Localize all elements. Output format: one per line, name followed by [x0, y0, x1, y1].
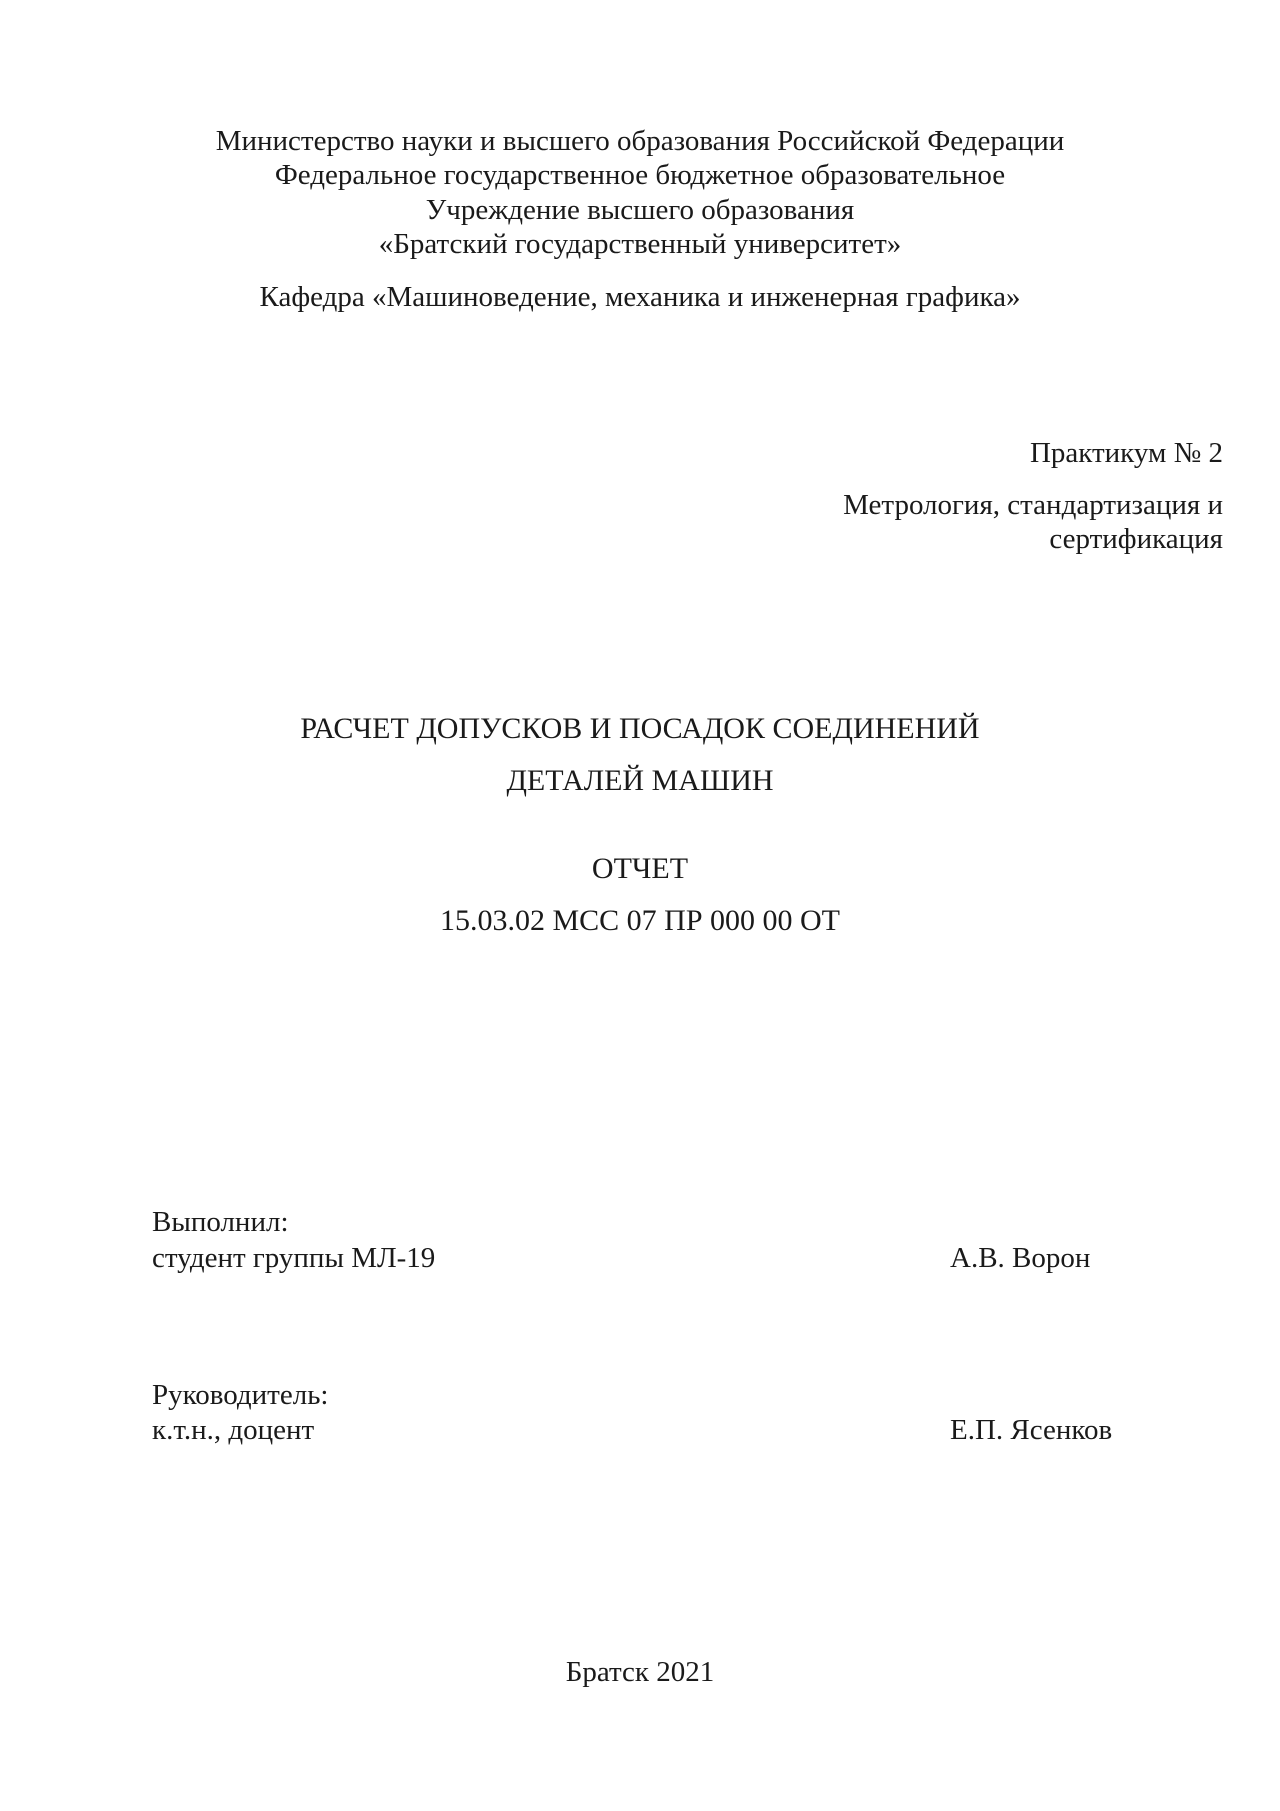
report-code: 15.03.02 МСС 07 ПР 000 00 ОТ	[439, 904, 841, 937]
performer-name: А.В. Ворон	[950, 1242, 1091, 1274]
performer-label: Выполнил:	[152, 1206, 289, 1238]
title-line1: РАСЧЕТ ДОПУСКОВ И ПОСАДОК СОЕДИНЕНИЙ	[300, 712, 980, 745]
institution-type-line: Федеральное государственное бюджетное образовательное	[274, 159, 1006, 191]
performer-role: студент группы МЛ-19	[152, 1242, 436, 1274]
supervisor-role: к.т.н., доцент	[152, 1414, 315, 1446]
department-line: Кафедра «Машиноведение, механика и инженерная графика»	[259, 281, 1021, 313]
city-year: Братск 2021	[565, 1656, 715, 1688]
report-label: ОТЧЕТ	[591, 852, 689, 885]
practicum-subject-line2: сертификация	[1049, 523, 1223, 555]
ministry-line: Министерство науки и высшего образования Российской Федерации	[215, 125, 1065, 157]
practicum-number: Практикум № 2	[1029, 437, 1223, 469]
practicum-subject-line1: Метрология, стандартизация и	[843, 489, 1223, 521]
institution-level-line: Учреждение высшего образования	[425, 194, 855, 226]
title-line2: ДЕТАЛЕЙ МАШИН	[506, 764, 774, 797]
supervisor-name: Е.П. Ясенков	[950, 1414, 1113, 1446]
supervisor-label: Руководитель:	[152, 1379, 329, 1411]
university-line: «Братский государственный университет»	[378, 228, 902, 260]
